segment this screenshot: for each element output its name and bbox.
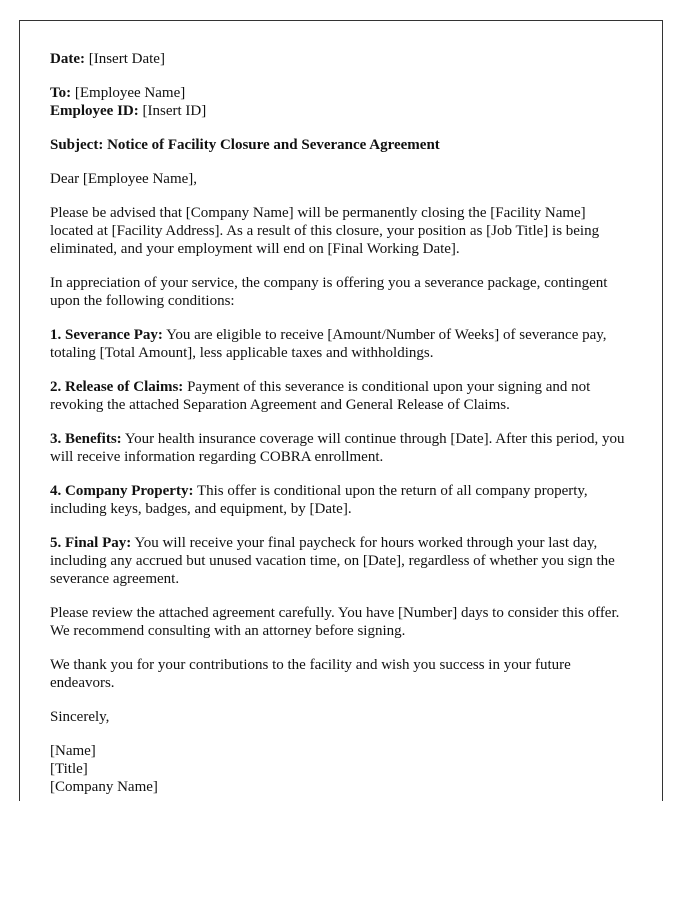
condition-label: 5. Final Pay: [50,535,132,551]
review-paragraph: Please review the attached agreement carefully. You have [Number] days to consider this offer. We recommend consulting with an attorney before signing. [50,605,620,639]
employee-id-label: Employee ID: [50,103,139,119]
offer-paragraph: In appreciation of your service, the company is offering you a severance package, contingent upon the following conditions: [50,275,608,309]
signature-title: [Title] [50,761,88,777]
signature-name: [Name] [50,743,96,759]
employee-id-value: [Insert ID] [138,103,207,119]
condition-label: 1. Severance Pay: [50,327,163,343]
intro-paragraph: Please be advised that [Company Name] will be permanently closing the [Facility Name] located at [Facility Address]. As a result of this closure, your position as [Job Title] is being eliminated, and your employment will end on [Final Working Date]. [50,205,600,257]
recipient-block [50,84,632,120]
to-label: To: [50,85,72,101]
condition-text: Your health insurance coverage will continue through [Date]. After this period, you will receive information regarding COBRA enrollment. [50,431,625,465]
signature-company: [Company Name] [50,779,158,795]
subject-line [50,136,632,154]
condition-item [50,482,632,518]
thanks-paragraph: We thank you for your contributions to the facility and wish you success in your future endeavors. [50,657,571,691]
condition-text: This offer is conditional upon the return of all company property, including keys, badges, and equipment, by [Date]. [50,483,588,517]
condition-text: You will receive your final paycheck for hours worked through your last day, including any accrued but unused vacation time, on [Date], regardless of whether you sign the severance agreement. [50,535,615,587]
date-line [50,50,632,68]
condition-label: 3. Benefits: [50,431,122,447]
date-label: Date: [50,51,85,67]
condition-text: Payment of this severance is conditional upon your signing and not revoking the attached Separation Agreement and General Release of Claims. [50,379,591,413]
salutation: Dear [Employee Name], [50,171,198,187]
condition-label: 2. Release of Claims: [50,379,184,395]
condition-item [50,378,632,414]
letter-document [19,20,663,801]
condition-label: 4. Company Property: [50,483,194,499]
subject-text: Subject: Notice of Facility Closure and Severance Agreement [50,137,440,153]
date-value: [Insert Date] [84,51,165,67]
to-value: [Employee Name] [71,85,186,101]
condition-item [50,326,632,362]
signature-block [50,742,632,796]
condition-text: You are eligible to receive [Amount/Number of Weeks] of severance pay, totaling [Total Amount], less applicable taxes and withholdings. [50,327,607,361]
condition-item [50,534,632,588]
closing: Sincerely, [50,709,110,725]
condition-item [50,430,632,466]
